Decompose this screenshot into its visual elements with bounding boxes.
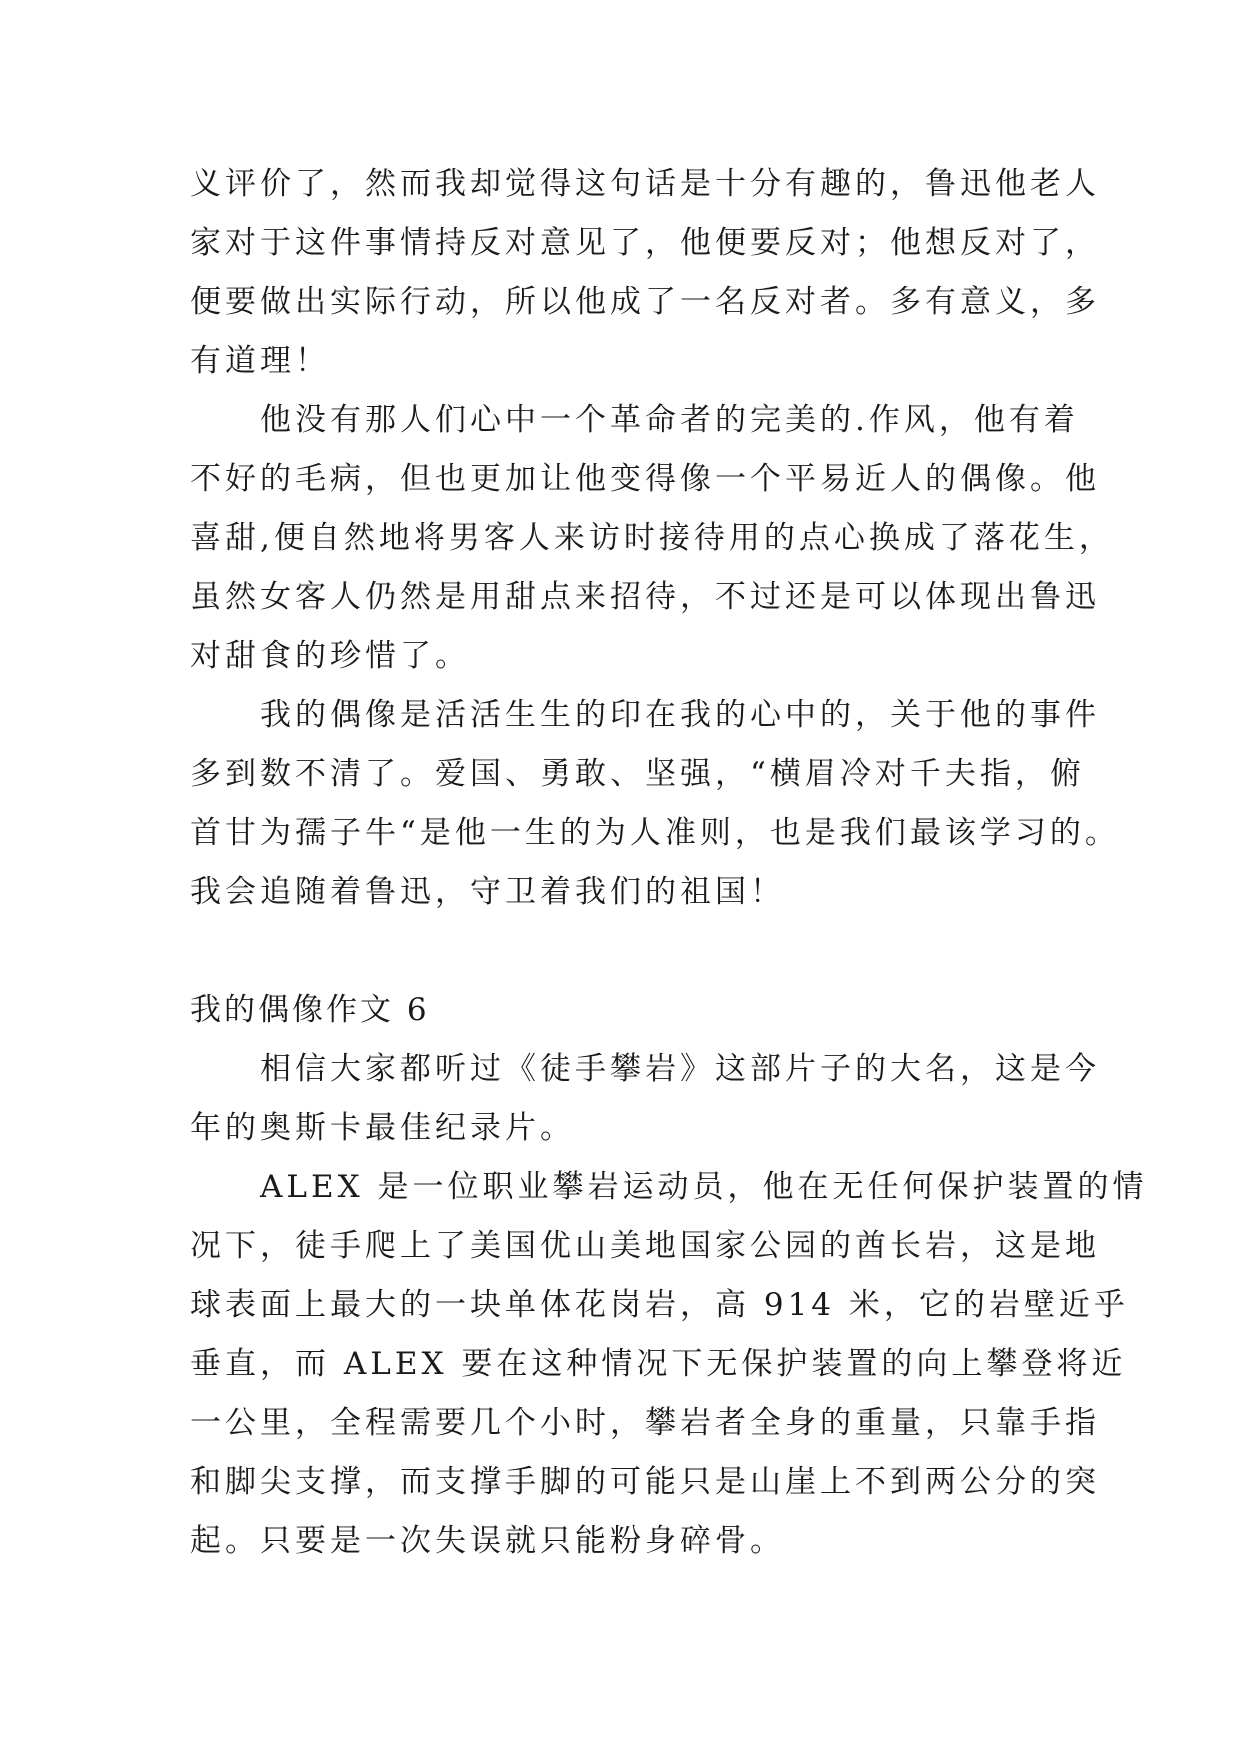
text-line: 不好的毛病，但也更加让他变得像一个平易近人的偶像。他 — [190, 461, 1100, 497]
text-line: 起。只要是一次失误就只能粉身碎骨。 — [190, 1523, 785, 1559]
paragraph — [190, 1040, 1100, 1158]
text-line: 有道理！ — [190, 343, 330, 379]
blank-line — [190, 922, 1060, 981]
text-line: ALEX 是一位职业攀岩运动员，他在无任何保护装置的情 — [260, 1169, 1148, 1205]
text-line: 对甜食的珍惜了。 — [190, 638, 470, 674]
section-title: 我的偶像作文 6 — [190, 992, 430, 1028]
text-line: 球表面上最大的一块单体花岗岩，高 914 米，它的岩壁近乎 — [190, 1287, 1129, 1323]
text-line: 况下，徒手爬上了美国优山美地国家公园的酋长岩，这是地 — [190, 1228, 1100, 1264]
document-body — [190, 155, 1148, 1571]
text-line: 我会追随着鲁迅，守卫着我们的祖国！ — [190, 874, 785, 910]
text-line: 喜甜,便自然地将男客人来访时接待用的点心换成了落花生， — [190, 520, 1114, 556]
text-line: 年的奥斯卡最佳纪录片。 — [190, 1110, 575, 1146]
paragraph — [190, 155, 1100, 391]
paragraph — [190, 1158, 1148, 1571]
text-line: 相信大家都听过《徒手攀岩》这部片子的大名，这是今 — [260, 1051, 1100, 1087]
paragraph — [190, 391, 1114, 686]
paragraph — [190, 686, 1120, 922]
text-line: 义评价了，然而我却觉得这句话是十分有趣的，鲁迅他老人 — [190, 166, 1100, 202]
text-line: 首甘为孺子牛“是他一生的为人准则，也是我们最该学习的。 — [190, 815, 1120, 851]
text-line: 家对于这件事情持反对意见了，他便要反对；他想反对了， — [190, 225, 1100, 261]
text-line: 一公里，全程需要几个小时，攀岩者全身的重量，只靠手指 — [190, 1405, 1100, 1441]
text-line: 我的偶像是活活生生的印在我的心中的，关于他的事件 — [260, 697, 1100, 733]
text-line: 便要做出实际行动，所以他成了一名反对者。多有意义，多 — [190, 284, 1100, 320]
text-line: 和脚尖支撑，而支撑手脚的可能只是山崖上不到两公分的突 — [190, 1464, 1100, 1500]
text-line: 他没有那人们心中一个革命者的完美的.作风，他有着 — [260, 402, 1079, 438]
text-line: 虽然女客人仍然是用甜点来招待，不过还是可以体现出鲁迅 — [190, 579, 1100, 615]
text-line: 多到数不清了。爱国、勇敢、坚强，“横眉冷对千夫指，俯 — [190, 756, 1085, 792]
text-line: 垂直，而 ALEX 要在这种情况下无保护装置的向上攀登将近 — [190, 1346, 1127, 1382]
